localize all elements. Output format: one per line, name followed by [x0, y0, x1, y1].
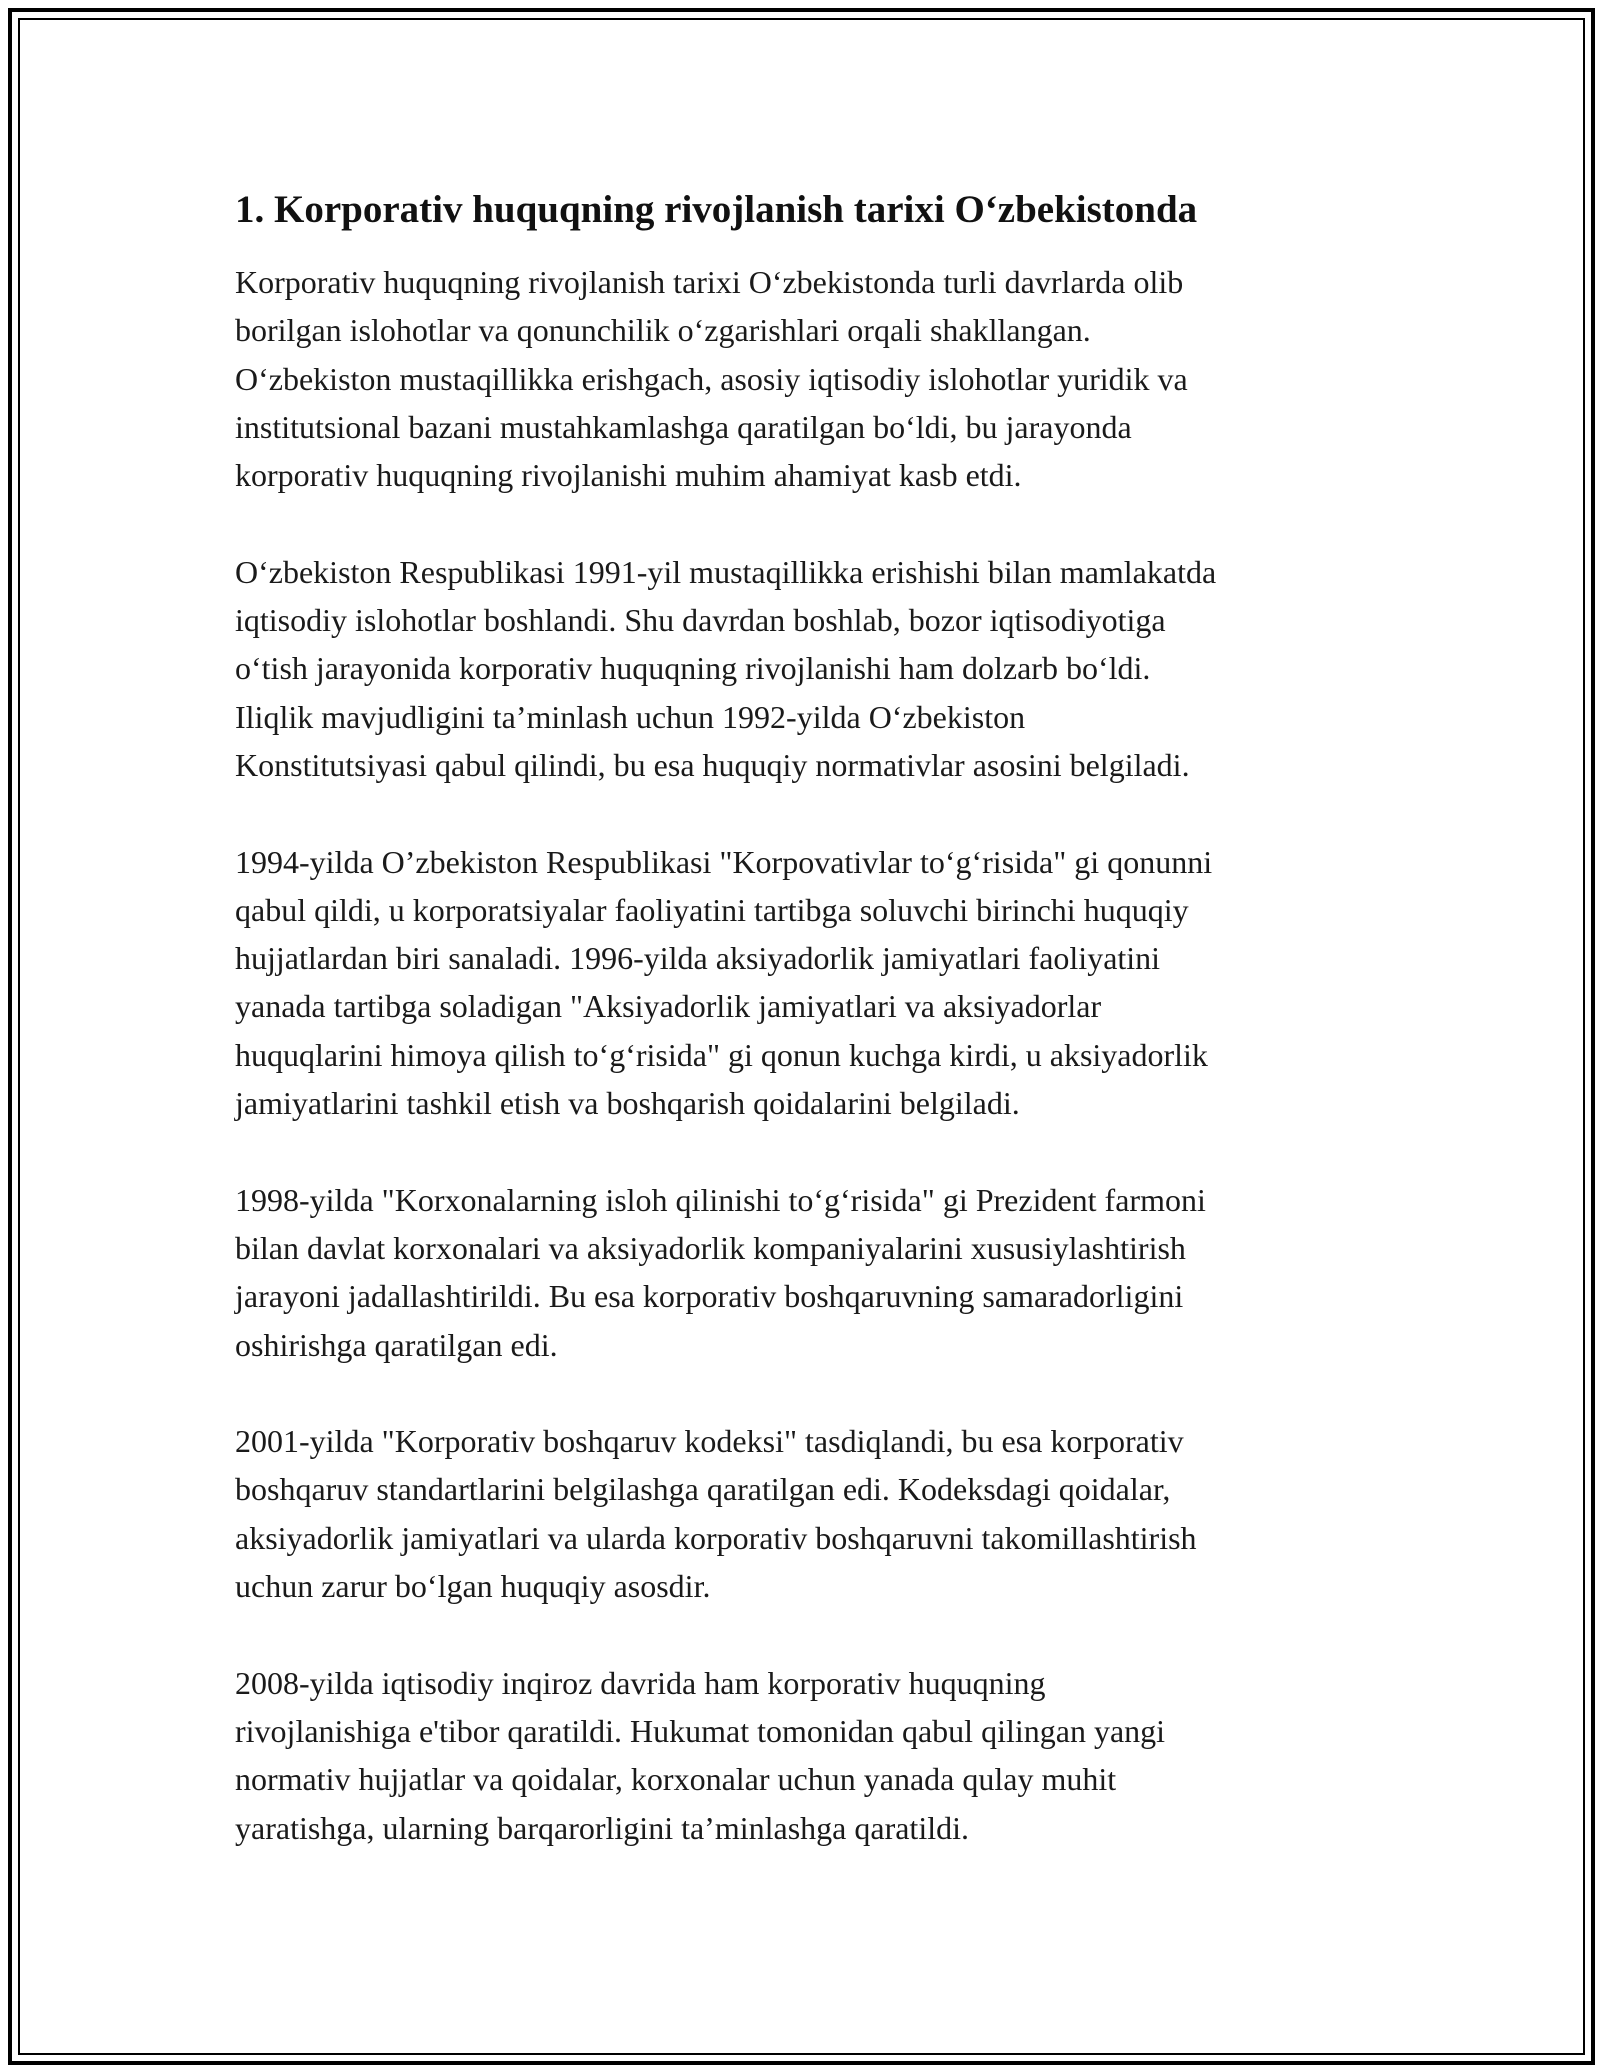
text-line: boshqaruv standartlarini belgilashga qaratilgan edi. Kodeksdagi qoidalar, [235, 1471, 1171, 1508]
paragraph-2 [235, 548, 1375, 789]
text-line: jamiyatlarini tashkil etish va boshqarish qoidalarini belgiladi. [235, 1085, 1020, 1122]
text-line: institutsional bazani mustahkamlashga qaratilgan bo‘ldi, bu jarayonda [235, 408, 1132, 445]
text-line: aksiyadorlik jamiyatlari va ularda korporativ boshqaruvni takomillashtirish [235, 1519, 1197, 1556]
document-body [235, 186, 1375, 1900]
paragraph-3 [235, 838, 1375, 1128]
text-line: huquqlarini himoya qilish to‘g‘risida" gi qonun kuchga kirdi, u aksiyadorlik [235, 1036, 1208, 1073]
text-line: hujjatlardan biri sanaladi. 1996-yilda aksiyadorlik jamiyatlari faoliyatini [235, 940, 1161, 977]
text-line: o‘tish jarayonida korporativ huquqning rivojlanishi ham dolzarb bo‘ldi. [235, 650, 1151, 687]
text-line: Konstitutsiyasi qabul qilindi, bu esa huquqiy normativlar asosini belgiladi. [235, 746, 1190, 783]
text-line: 1994-yilda O’zbekiston Respublikasi "Korpovativlar to‘g‘risida" gi qonunni [235, 843, 1213, 880]
text-line: O‘zbekiston mustaqillikka erishgach, asosiy iqtisodiy islohotlar yuridik va [235, 360, 1188, 397]
section-heading: 1. Korporativ huquqning rivojlanish tarixi O‘zbekistonda [235, 188, 1198, 231]
text-line: yanada tartibga soladigan "Aksiyadorlik jamiyatlari va aksiyadorlar [235, 988, 1102, 1025]
text-line: O‘zbekiston Respublikasi 1991-yil mustaqillikka erishishi bilan mamlakatda [235, 553, 1217, 590]
text-line: 2008-yilda iqtisodiy inqiroz davrida ham korporativ huquqning [235, 1664, 1046, 1701]
text-line: 1998-yilda "Korxonalarning isloh qilinishi to‘g‘risida" gi Prezident farmoni [235, 1181, 1206, 1218]
text-line: 2001-yilda "Korporativ boshqaruv kodeksi" tasdiqlandi, bu esa korporativ [235, 1423, 1184, 1460]
text-line: oshirishga qaratilgan edi. [235, 1326, 558, 1363]
text-line: bilan davlat korxonalari va aksiyadorlik kompaniyalarini xususiylashtirish [235, 1229, 1186, 1266]
text-line: jarayoni jadallashtirildi. Bu esa korporativ boshqaruvning samaradorligini [235, 1278, 1184, 1315]
text-line: uchun zarur bo‘lgan huquqiy asosdir. [235, 1568, 711, 1605]
paragraph-6 [235, 1659, 1375, 1852]
text-line: yaratishga, ularning barqarorligini ta’minlashga qaratildi. [235, 1809, 969, 1846]
text-line: iqtisodiy islohotlar boshlandi. Shu davrdan boshlab, bozor iqtisodiyotiga [235, 602, 1166, 639]
text-line: Iliqlik mavjudligini ta’minlash uchun 1992-yilda O‘zbekiston [235, 698, 1026, 735]
paragraph-4 [235, 1176, 1375, 1369]
paragraph-1 [235, 258, 1375, 499]
text-line: qabul qildi, u korporatsiyalar faoliyatini tartibga soluvchi birinchi huquqiy [235, 891, 1189, 928]
text-line: borilgan islohotlar va qonunchilik o‘zgarishlari orqali shakllangan. [235, 312, 1091, 349]
text-line: Korporativ huquqning rivojlanish tarixi O‘zbekistonda turli davrlarda olib [235, 264, 1184, 300]
text-line: korporativ huquqning rivojlanishi muhim ahamiyat kasb etdi. [235, 457, 1022, 494]
text-line: normativ hujjatlar va qoidalar, korxonalar uchun yanada qulay muhit [235, 1761, 1117, 1798]
paragraph-5 [235, 1417, 1375, 1610]
text-line: rivojlanishiga e'tibor qaratildi. Hukumat tomonidan qabul qilingan yangi [235, 1712, 1166, 1749]
